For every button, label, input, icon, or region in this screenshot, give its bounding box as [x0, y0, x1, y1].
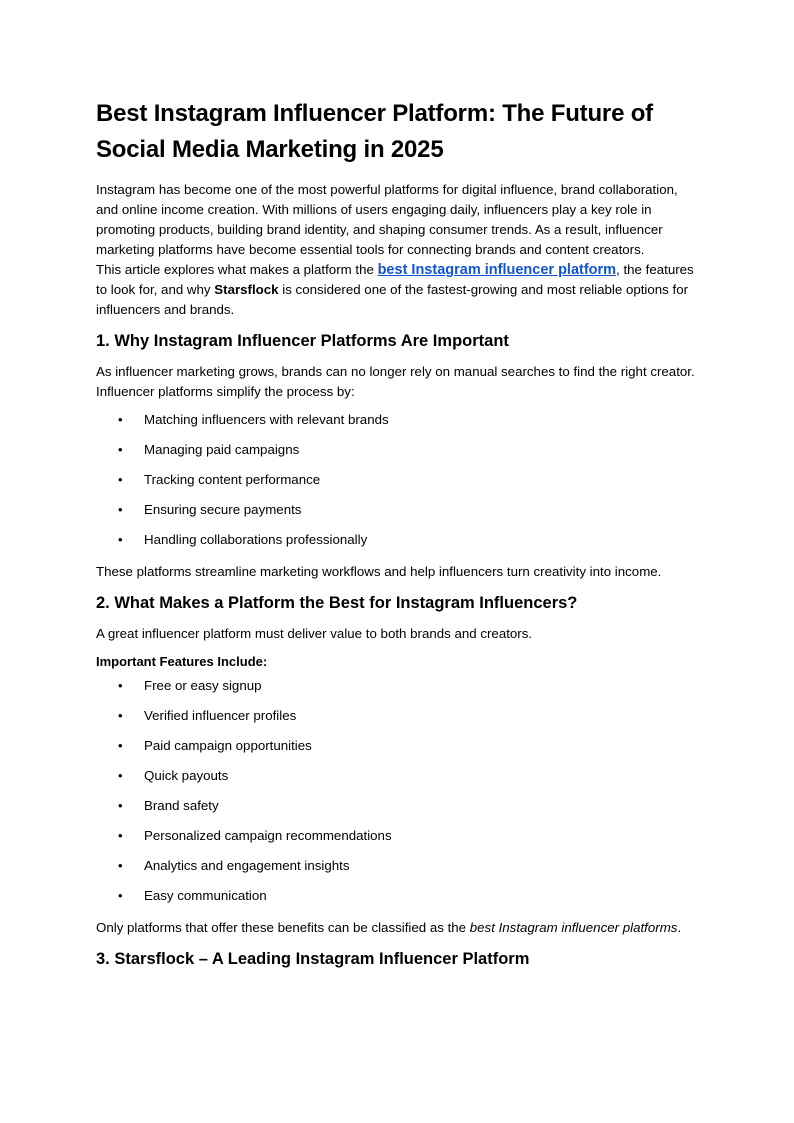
list-item: • Tracking content performance	[96, 470, 698, 500]
intro-paragraph: Instagram has become one of the most powerful platforms for digital influence, brand collaboration, and online income creation. With millions of users engaging daily, influencers play a key role in promoting products, building brand identity, and shaping consumer trends. As a result, influencer marketing platforms have become essential tools for connecting brands and content creators.	[96, 182, 678, 257]
best-instagram-influencer-platform-link[interactable]: best Instagram influencer platform	[377, 262, 617, 278]
section-1-closing: These platforms streamline marketing workflows and help influencers turn creativity into income.	[96, 564, 662, 579]
list-item: • Matching influencers with relevant brands	[96, 410, 698, 440]
bullet-icon: •	[118, 502, 123, 517]
intro-text-before-link: This article explores what makes a platform the	[96, 262, 378, 277]
bullet-icon: •	[118, 412, 123, 427]
list-item: • Managing paid campaigns	[96, 440, 698, 470]
page-title: Best Instagram Influencer Platform: The Future of Social Media Marketing in 2025	[96, 100, 653, 163]
bullet-icon: •	[118, 828, 123, 843]
bullet-icon: •	[118, 472, 123, 487]
document-page	[96, 96, 698, 980]
bullet-icon: •	[118, 858, 123, 873]
emphasized-phrase: best Instagram influencer platforms	[469, 920, 678, 935]
section-2-lead: A great influencer platform must deliver value to both brands and creators.	[96, 626, 533, 641]
bullet-icon: •	[118, 768, 123, 783]
bullet-icon: •	[118, 738, 123, 753]
list-item: • Handling collaborations professionally	[96, 530, 698, 560]
list-item: • Brand safety	[96, 796, 698, 826]
bullet-icon: •	[118, 532, 123, 547]
bullet-icon: •	[118, 798, 123, 813]
section-1-heading: 1. Why Instagram Influencer Platforms Are Important	[96, 332, 509, 350]
list-item: • Quick payouts	[96, 766, 698, 796]
bullet-icon: •	[118, 708, 123, 723]
section-2-list	[96, 676, 698, 916]
list-item: • Free or easy signup	[96, 676, 698, 706]
bullet-icon: •	[118, 442, 123, 457]
list-item: • Analytics and engagement insights	[96, 856, 698, 886]
intro-text-after: is considered one of the fastest-growing and most reliable options for influencers and brands.	[96, 282, 689, 317]
bullet-icon: •	[118, 678, 123, 693]
section-2-closing: Only platforms that offer these benefits can be classified as the best Instagram influencer platforms.	[96, 920, 682, 935]
section-3-heading: 3. Starsflock – A Leading Instagram Influencer Platform	[96, 950, 530, 968]
section-1-list	[96, 410, 698, 560]
features-label: Important Features Include:	[96, 654, 268, 669]
intro-paragraph-2	[96, 260, 698, 320]
section-1-lead: As influencer marketing grows, brands can no longer rely on manual searches to find the right creator. Influencer platforms simplify the process by:	[96, 364, 695, 399]
intro-text-mid: , the features to look for, and why	[96, 262, 694, 297]
list-item: • Paid campaign opportunities	[96, 736, 698, 766]
bullet-icon: •	[118, 888, 123, 903]
list-item: • Easy communication	[96, 886, 698, 916]
brand-name: Starsflock	[214, 282, 279, 297]
list-item: • Personalized campaign recommendations	[96, 826, 698, 856]
list-item: • Verified influencer profiles	[96, 706, 698, 736]
section-2-heading: 2. What Makes a Platform the Best for Instagram Influencers?	[96, 594, 578, 612]
list-item: • Ensuring secure payments	[96, 500, 698, 530]
